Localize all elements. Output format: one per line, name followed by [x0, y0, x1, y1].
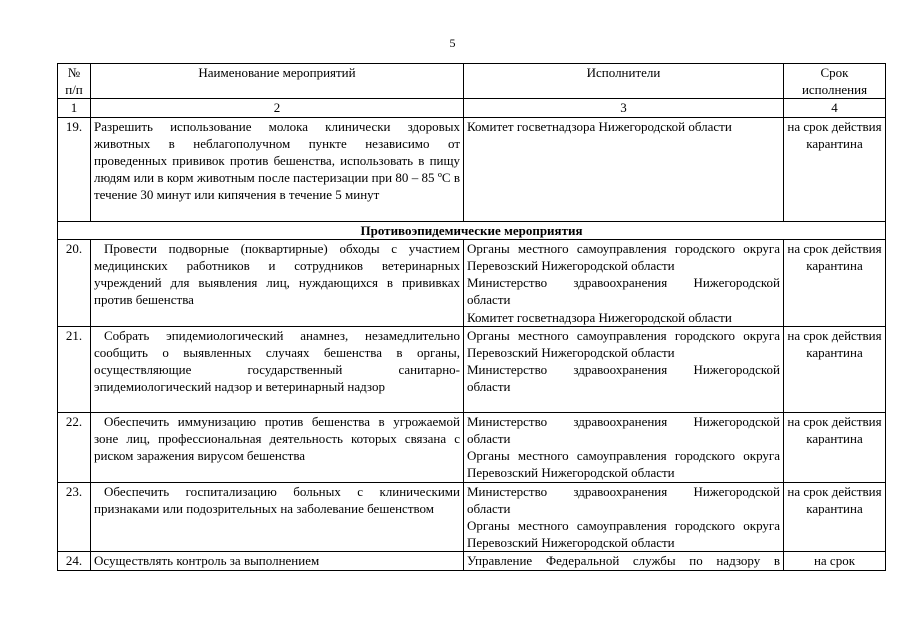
executor: Комитет госветнадзора Нижегородской области — [467, 309, 732, 325]
row-number: 19. — [58, 117, 91, 221]
term-cell: на срок действия карантина — [784, 117, 886, 221]
table-header-row — [58, 64, 886, 99]
measure-text: Обеспечить иммунизацию против бешенства в угрожаемой зоне лиц, профессиональная деятельность которых связана с риском заражения вирусом бешенства — [94, 413, 460, 464]
executor: Министерство здравоохранения Нижегородской области — [467, 483, 780, 516]
table-row — [58, 326, 886, 412]
executors-cell — [464, 482, 784, 552]
executor: Комитет госветнадзора Нижегородской области — [467, 118, 732, 134]
table-row — [58, 482, 886, 552]
table-row — [58, 239, 886, 326]
executor: Министерство здравоохранения Нижегородской области — [467, 275, 780, 308]
executor: Органы местного самоуправления городского округа Перевозский Нижегородской области — [467, 240, 780, 274]
executors-cell — [464, 552, 784, 570]
table-row — [58, 552, 886, 570]
column-index: 1 — [58, 99, 91, 117]
executor: Органы местного самоуправления городского округа Перевозский Нижегородской области — [467, 327, 780, 361]
executors-cell — [464, 412, 784, 482]
row-number: 20. — [58, 239, 91, 326]
executor: Органы местного самоуправления городского округа Перевозский Нижегородской области — [467, 448, 780, 481]
term-cell: на срок действия карантина — [784, 412, 886, 482]
executor: Управление Федеральной службы по надзору в — [467, 553, 780, 569]
executors-cell — [464, 117, 784, 221]
row-number: 21. — [58, 326, 91, 412]
column-index: 2 — [91, 99, 464, 117]
row-number: 24. — [58, 552, 91, 570]
measure-name — [91, 117, 464, 221]
column-index: 4 — [784, 99, 886, 117]
row-number: 22. — [58, 412, 91, 482]
column-index-row — [58, 99, 886, 117]
executors-cell — [464, 239, 784, 326]
header-term: Срок исполнения — [784, 64, 886, 99]
table-row — [58, 117, 886, 221]
term-cell: на срок — [784, 552, 886, 570]
measure-name — [91, 482, 464, 552]
measure-text: Осуществлять контроль за выполнением — [94, 553, 320, 569]
term-cell: на срок действия карантина — [784, 326, 886, 412]
header-executors: Исполнители — [464, 64, 784, 99]
section-row — [58, 221, 886, 239]
measure-text: Разрешить использование молока клинически здоровых животных в неблагополучном пункте независимо от проведенных прививок против бешенства, использовать в пищу людям или в корм животным после пастеризации при 80 – 85 ºС в течение 30 минут или кипячения в течение 5 минут — [94, 118, 460, 203]
measures-table — [57, 63, 886, 571]
measure-name — [91, 552, 464, 570]
table-row — [58, 412, 886, 482]
measure-name — [91, 412, 464, 482]
executor: Министерство здравоохранения Нижегородской области — [467, 413, 780, 447]
measure-name — [91, 239, 464, 326]
measure-text: Обеспечить госпитализацию больных с клиническими признаками или подозрительных на заболевание бешенством — [94, 483, 460, 516]
measure-name — [91, 326, 464, 412]
header-num: № п/п — [58, 64, 91, 99]
executor: Органы местного самоуправления городского округа Перевозский Нижегородской области — [467, 518, 780, 551]
executors-cell — [464, 326, 784, 412]
section-title: Противоэпидемические мероприятия — [58, 221, 886, 239]
header-name: Наименование мероприятий — [91, 64, 464, 99]
column-index: 3 — [464, 99, 784, 117]
term-cell: на срок действия карантина — [784, 239, 886, 326]
executor: Министерство здравоохранения Нижегородской области — [467, 362, 780, 395]
measure-text: Провести подворные (поквартирные) обходы с участием медицинских работников и сотрудников ветеринарных учреждений для выявления лиц, нуждающихся в прививках против бешенства — [94, 240, 460, 308]
row-number: 23. — [58, 482, 91, 552]
measure-text: Собрать эпидемиологический анамнез, незамедлительно сообщить о выявленных случаях бешенства в органы, осуществляющие государственный санитарно-эпидемиологический надзор и ветеринарный надзор — [94, 327, 460, 395]
page-number: 5 — [449, 36, 456, 50]
term-cell: на срок действия карантина — [784, 482, 886, 552]
